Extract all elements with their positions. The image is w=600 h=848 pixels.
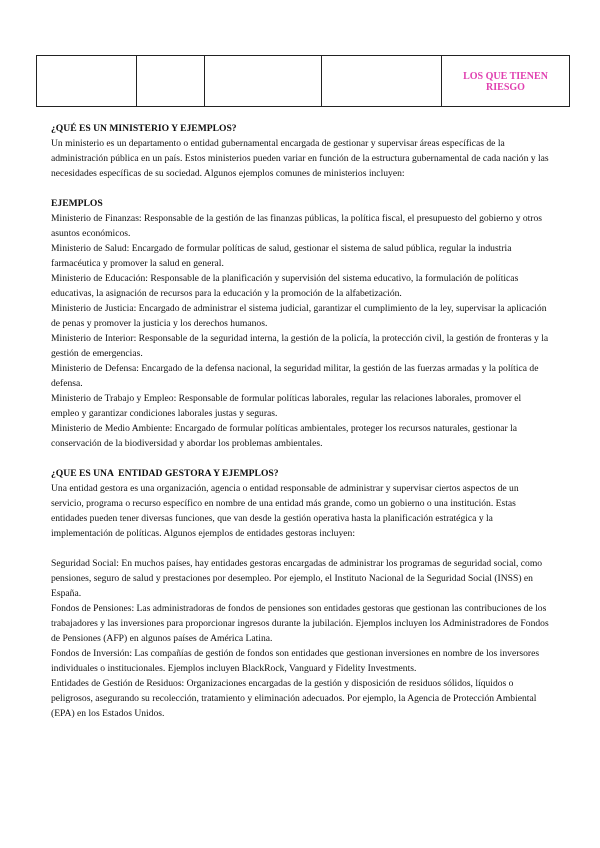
entity-example: Seguridad Social: En muchos países, hay entidades gestoras encargadas de administrar los programas de seguridad social, como pensiones, seguro de salud y prestaciones por desempleo. Por ejemplo, el Instituto Nacional de la Seguridad Social (INSS) en España. xyxy=(51,558,543,599)
ministry-example: Ministerio de Salud: Encargado de formular políticas de salud, gestionar el sistema de salud pública, regular la industria farmacéutica y promover la salud en general. xyxy=(51,243,512,269)
table-cell-2 xyxy=(137,56,205,107)
ministry-example: Ministerio de Educación: Responsable de la planificación y supervisión del sistema educativo, la formulación de políticas educativas, la asignación de recursos para la educación y la promoción de la alfabetización. xyxy=(51,273,519,299)
section2-intro: Una entidad gestora es una organización, agencia o entidad responsable de administrar y supervisar ciertos aspectos de un servicio, programa o recurso específico en nombre de una entidad más grande, como un gobierno o una institución. Estas entidades pueden tener diversas funciones, que van desde la gestión operativa hasta la planificación estratégica y la implementación de políticas. Algunos ejemplos de entidades gestoras incluyen: xyxy=(51,483,519,539)
table-cell-3 xyxy=(205,56,322,107)
table-cell-1 xyxy=(37,56,137,107)
entity-example: Fondos de Pensiones: Las administradoras de fondos de pensiones son entidades gestoras que gestionan las contribuciones de los trabajadores y las inversiones para proporcionar ingresos durante la jubilación. Ejemplos incluyen los Administradores de Fondos de Pensiones (AFP) en algunos países de América Latina. xyxy=(51,603,549,644)
document-body xyxy=(51,121,551,721)
ministry-example: Ministerio de Defensa: Encargado de la defensa nacional, la seguridad militar, la gestión de las fuerzas armadas y la política de defensa. xyxy=(51,363,539,389)
header-table xyxy=(36,55,570,107)
table-cell-risk xyxy=(442,56,570,107)
section2-heading: ¿QUE ES UNA ENTIDAD GESTORA Y EJEMPLOS? xyxy=(51,468,279,479)
section1-intro: Un ministerio es un departamento o entidad gubernamental encargada de gestionar y supervisar áreas específicas de la administración pública en un país. Estos ministerios pueden variar en función de la estructura gubernamental de cada nación y las necesidades específicas de su sociedad. Algunos ejemplos comunes de ministerios incluyen: xyxy=(51,138,549,179)
table-cell-4 xyxy=(322,56,442,107)
ministry-example: Ministerio de Interior: Responsable de la seguridad interna, la gestión de la policía, la protección civil, la gestión de fronteras y la gestión de emergencias. xyxy=(51,333,549,359)
examples-heading: EJEMPLOS xyxy=(51,198,103,209)
ministry-example: Ministerio de Finanzas: Responsable de la gestión de las finanzas públicas, la política fiscal, el presupuesto del gobierno y otros asuntos económicos. xyxy=(51,213,543,239)
entity-example: Entidades de Gestión de Residuos: Organizaciones encargadas de la gestión y disposición de residuos sólidos, líquidos o peligrosos, asegurando su recolección, tratamiento y eliminación adecuados. Por ejemplo, la Agencia de Protección Ambiental (EPA) en los Estados Unidos. xyxy=(51,678,537,719)
entity-example: Fondos de Inversión: Las compañías de gestión de fondos son entidades que gestionan inversiones en nombre de los inversores individuales o institucionales. Ejemplos incluyen BlackRock, Vanguard y Fidelity Investments. xyxy=(51,648,540,674)
ministry-example: Ministerio de Medio Ambiente: Encargado de formular políticas ambientales, proteger los recursos naturales, gestionar la conservación de la biodiversidad y abordar los problemas ambientales. xyxy=(51,423,518,449)
risk-label: LOS QUE TIENEN RIESGO xyxy=(463,71,548,93)
ministry-example: Ministerio de Justicia: Encargado de administrar el sistema judicial, garantizar el cumplimiento de la ley, supervisar la aplicación de penas y promover la justicia y los derechos humanos. xyxy=(51,303,547,329)
ministry-example: Ministerio de Trabajo y Empleo: Responsable de formular políticas laborales, regular las relaciones laborales, promover el empleo y garantizar condiciones laborales justas y seguras. xyxy=(51,393,522,419)
section1-heading: ¿QUÉ ES UN MINISTERIO Y EJEMPLOS? xyxy=(51,123,237,134)
